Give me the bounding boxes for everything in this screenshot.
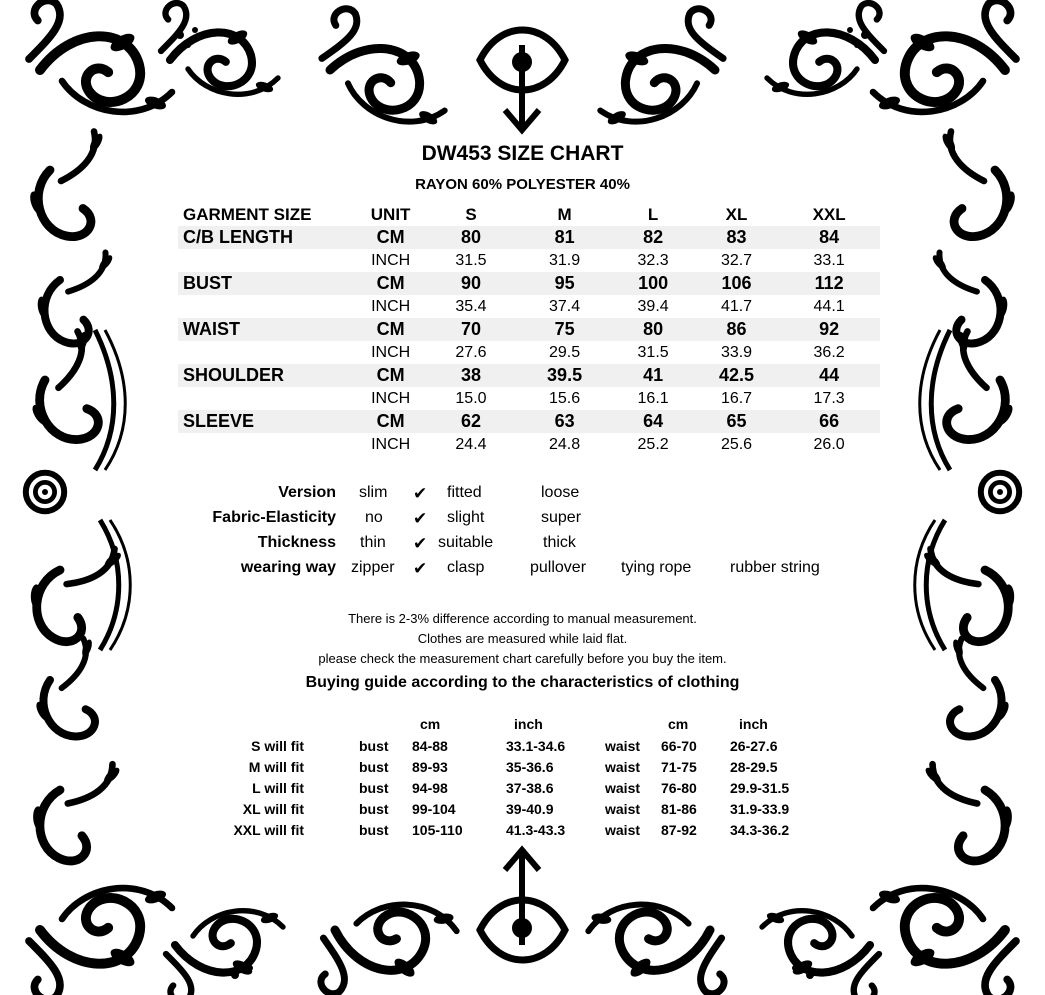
table-cell: 39.4	[637, 297, 669, 315]
table-cell: 26.0	[813, 435, 845, 453]
guide-row	[0, 822, 1045, 843]
table-cell: 33.1	[813, 251, 845, 269]
table-cell: 32.7	[720, 251, 753, 269]
guide-waist-inch: 31.9-33.9	[730, 801, 790, 817]
guide-waist-cm: 76-80	[661, 780, 697, 796]
table-row-inch	[178, 433, 880, 456]
table-cell: INCH	[371, 297, 411, 315]
attribute-option: thin	[360, 534, 386, 551]
table-cell: 112	[778, 272, 880, 295]
header-garment-size: GARMENT SIZE	[183, 205, 312, 224]
table-row-cm	[178, 318, 880, 341]
guide-bust-inch: 41.3-43.3	[506, 822, 566, 838]
table-cell: 44	[778, 364, 880, 387]
table-cell: 62	[424, 410, 518, 433]
attribute-option: pullover	[530, 559, 587, 576]
attribute-option: super	[541, 509, 582, 526]
table-cell: 65	[695, 410, 778, 433]
table-cell: 16.7	[720, 389, 753, 407]
table-cell: 90	[424, 272, 518, 295]
guide-bust-label: bust	[359, 822, 389, 838]
table-cell: 15.6	[549, 389, 581, 407]
header-size-l: L	[647, 205, 659, 224]
table-cell: 15.0	[455, 389, 487, 407]
guide-waist-cm: 71-75	[661, 759, 697, 775]
table-cell: 84	[778, 226, 880, 249]
table-cell: 31.5	[455, 251, 487, 269]
table-cell: 32.3	[637, 251, 669, 269]
table-row-inch	[178, 295, 880, 318]
table-cell: 39.5	[518, 364, 612, 387]
guide-bust-cm: 89-93	[412, 759, 448, 775]
guide-waist-inch-header: inch	[739, 716, 768, 732]
table-cell: 63	[518, 410, 612, 433]
table-cell: 83	[695, 226, 778, 249]
empty-cell	[178, 341, 357, 364]
guide-bust-inch: 33.1-34.6	[506, 738, 566, 754]
guide-waist-inch: 26-27.6	[730, 738, 778, 754]
table-cell: 41.7	[720, 297, 753, 315]
table-cell: 44.1	[813, 297, 845, 315]
header-size-xxl: XXL	[812, 205, 846, 224]
table-cell: INCH	[371, 251, 411, 269]
header-size-s: S	[465, 205, 477, 224]
table-cell: 25.6	[720, 435, 753, 453]
table-row-cm	[178, 410, 880, 433]
table-cell: 80	[611, 318, 694, 341]
guide-waist-label: waist	[605, 822, 641, 838]
guide-bust-cm: 94-98	[412, 780, 448, 796]
attribute-row	[0, 534, 1045, 558]
attribute-label: Fabric-Elasticity	[212, 509, 336, 526]
attribute-row	[0, 509, 1045, 533]
measurement-name: WAIST	[178, 318, 357, 341]
attribute-option: fitted	[447, 484, 482, 501]
measurement-notes	[0, 609, 1045, 669]
table-cell: CM	[357, 226, 424, 249]
guide-waist-cm-header: cm	[668, 716, 689, 732]
header-unit: UNIT	[370, 205, 411, 224]
guide-row	[0, 759, 1045, 780]
table-cell: 64	[611, 410, 694, 433]
table-cell: 38	[424, 364, 518, 387]
guide-waist-label: waist	[605, 801, 641, 817]
table-cell: CM	[357, 272, 424, 295]
guide-bust-inch: 39-40.9	[506, 801, 554, 817]
table-cell: 17.3	[813, 389, 845, 407]
guide-bust-inch: 37-38.6	[506, 780, 554, 796]
table-cell: 70	[424, 318, 518, 341]
table-cell: 27.6	[455, 343, 487, 361]
guide-bust-label: bust	[359, 780, 389, 796]
empty-cell	[178, 249, 357, 272]
guide-waist-label: waist	[605, 738, 641, 754]
check-icon: ✔	[413, 559, 428, 578]
table-cell: 100	[611, 272, 694, 295]
table-cell: 92	[778, 318, 880, 341]
table-cell: 106	[695, 272, 778, 295]
measurement-name: SHOULDER	[178, 364, 357, 387]
check-icon: ✔	[413, 484, 428, 503]
measurement-name: SLEEVE	[178, 410, 357, 433]
guide-size-label: S will fit	[251, 738, 304, 754]
table-cell: 82	[611, 226, 694, 249]
table-cell: 24.8	[549, 435, 581, 453]
buying-guide-title: Buying guide according to the characteristics of clothing	[305, 674, 740, 691]
attribute-option: slight	[447, 509, 485, 526]
attribute-option: zipper	[351, 559, 395, 576]
attribute-label: Version	[278, 484, 336, 501]
check-icon: ✔	[413, 534, 428, 553]
table-cell: 29.5	[549, 343, 581, 361]
empty-cell	[178, 387, 357, 410]
attribute-option: rubber string	[730, 559, 820, 576]
attribute-option: tying rope	[621, 559, 692, 576]
guide-waist-inch: 28-29.5	[730, 759, 778, 775]
table-cell: 31.9	[549, 251, 581, 269]
attribute-option: slim	[359, 484, 388, 501]
table-cell: INCH	[371, 389, 411, 407]
guide-size-label: L will fit	[252, 780, 304, 796]
table-cell: 16.1	[637, 389, 669, 407]
guide-bust-label: bust	[359, 738, 389, 754]
attribute-label: wearing way	[240, 559, 336, 576]
table-row-cm	[178, 272, 880, 295]
header-size-xl: XL	[725, 205, 748, 224]
guide-waist-cm: 87-92	[661, 822, 697, 838]
fabric-composition: RAYON 60% POLYESTER 40%	[415, 176, 630, 193]
table-cell: 66	[778, 410, 880, 433]
table-cell: CM	[357, 318, 424, 341]
guide-waist-label: waist	[605, 780, 641, 796]
check-icon: ✔	[413, 509, 428, 528]
guide-row	[0, 801, 1045, 822]
attribute-option: no	[365, 509, 383, 526]
table-cell: 95	[518, 272, 612, 295]
note-line: Clothes are measured while laid flat.	[417, 631, 628, 646]
guide-row	[0, 780, 1045, 801]
guide-bust-cm: 84-88	[412, 738, 448, 754]
guide-size-label: M will fit	[248, 759, 304, 775]
table-cell: 42.5	[695, 364, 778, 387]
guide-bust-inch-header: inch	[514, 716, 543, 732]
table-cell: CM	[357, 410, 424, 433]
table-cell: 36.2	[813, 343, 845, 361]
guide-waist-cm: 66-70	[661, 738, 697, 754]
attribute-option: suitable	[438, 534, 494, 551]
guide-bust-cm: 105-110	[412, 822, 463, 838]
table-cell: 41	[611, 364, 694, 387]
attribute-option: thick	[543, 534, 576, 551]
table-row-inch	[178, 341, 880, 364]
guide-bust-inch: 35-36.6	[506, 759, 554, 775]
size-table	[178, 204, 880, 456]
table-cell: 81	[518, 226, 612, 249]
guide-size-label: XL will fit	[242, 801, 304, 817]
guide-bust-label: bust	[359, 801, 389, 817]
table-cell: 24.4	[455, 435, 487, 453]
empty-cell	[178, 295, 357, 318]
attribute-row	[0, 559, 1045, 583]
guide-size-label: XXL will fit	[233, 822, 304, 838]
table-cell: 37.4	[549, 297, 581, 315]
chart-title: DW453 SIZE CHART	[421, 142, 624, 165]
table-cell: 33.9	[720, 343, 753, 361]
guide-waist-inch: 29.9-31.5	[730, 780, 790, 796]
table-row-inch	[178, 249, 880, 272]
guide-waist-inch: 34.3-36.2	[730, 822, 790, 838]
measurement-name: C/B LENGTH	[178, 226, 357, 249]
table-cell: INCH	[371, 435, 411, 453]
measurement-name: BUST	[178, 272, 357, 295]
table-cell: 35.4	[455, 297, 487, 315]
empty-cell	[178, 433, 357, 456]
note-line: There is 2-3% difference according to manual measurement.	[348, 611, 697, 626]
table-row-inch	[178, 387, 880, 410]
guide-waist-label: waist	[605, 759, 641, 775]
table-row-cm	[178, 364, 880, 387]
table-cell: 31.5	[637, 343, 669, 361]
guide-waist-cm: 81-86	[661, 801, 697, 817]
attribute-label: Thickness	[257, 534, 336, 551]
table-header-row	[178, 204, 880, 226]
table-cell: 86	[695, 318, 778, 341]
table-cell: CM	[357, 364, 424, 387]
guide-row	[0, 738, 1045, 759]
attribute-row	[0, 484, 1045, 508]
guide-bust-cm: 99-104	[412, 801, 456, 817]
table-cell: INCH	[371, 343, 411, 361]
attribute-option: loose	[541, 484, 580, 501]
table-row-cm	[178, 226, 880, 249]
table-cell: 25.2	[637, 435, 669, 453]
table-cell: 80	[424, 226, 518, 249]
table-cell: 75	[518, 318, 612, 341]
guide-bust-cm-header: cm	[420, 716, 441, 732]
header-size-m: M	[557, 205, 572, 224]
note-line: please check the measurement chart carefully before you buy the item.	[318, 651, 727, 666]
attribute-option: clasp	[447, 559, 485, 576]
guide-bust-label: bust	[359, 759, 389, 775]
